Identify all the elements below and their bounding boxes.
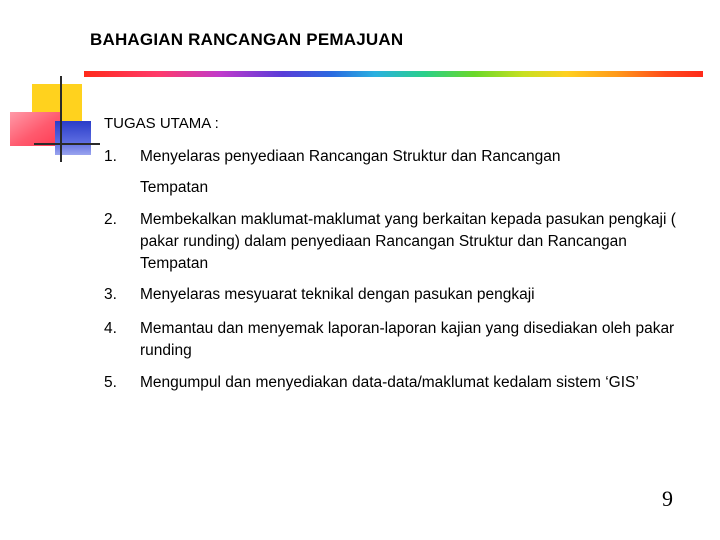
list-item-2 [104, 209, 684, 275]
list-item-number: 2. [104, 211, 117, 228]
page-number: 9 [662, 486, 673, 511]
slide-title: BAHAGIAN RANCANGAN PEMAJUAN [90, 30, 404, 49]
list-item-text: Membekalkan maklumat-maklumat yang berkaitan kepada pasukan pengkaji ( pakar runding) dalam penyediaan Rancangan Struktur dan Rancangan Tempatan [140, 211, 676, 272]
list-item-number: 4. [104, 320, 117, 337]
list-item-1 [104, 146, 684, 199]
decorative-vertical-line [60, 76, 62, 162]
list-item-number: 3. [104, 286, 117, 303]
list-item-5 [104, 372, 684, 394]
list-item-3 [104, 284, 684, 306]
list-item-text: Memantau dan menyemak laporan-laporan kajian yang disediakan oleh pakar runding [140, 320, 675, 359]
list-item-text-continued: Tempatan [140, 179, 209, 196]
list-item-text: Menyelaras penyediaan Rancangan Struktur dan Rancangan [140, 148, 561, 165]
list-item-number: 1. [104, 148, 117, 165]
list-item-text: Mengumpul dan menyediakan data-data/maklumat kedalam sistem ‘GIS’ [140, 374, 639, 391]
rainbow-divider [84, 71, 703, 77]
list-item-number: 5. [104, 374, 117, 391]
section-title: TUGAS UTAMA : [104, 115, 219, 132]
decorative-pink-square [10, 112, 60, 146]
list-item-4 [104, 318, 684, 362]
decorative-horizontal-line [34, 143, 100, 145]
list-item-text: Menyelaras mesyuarat teknikal dengan pasukan pengkaji [140, 286, 535, 303]
